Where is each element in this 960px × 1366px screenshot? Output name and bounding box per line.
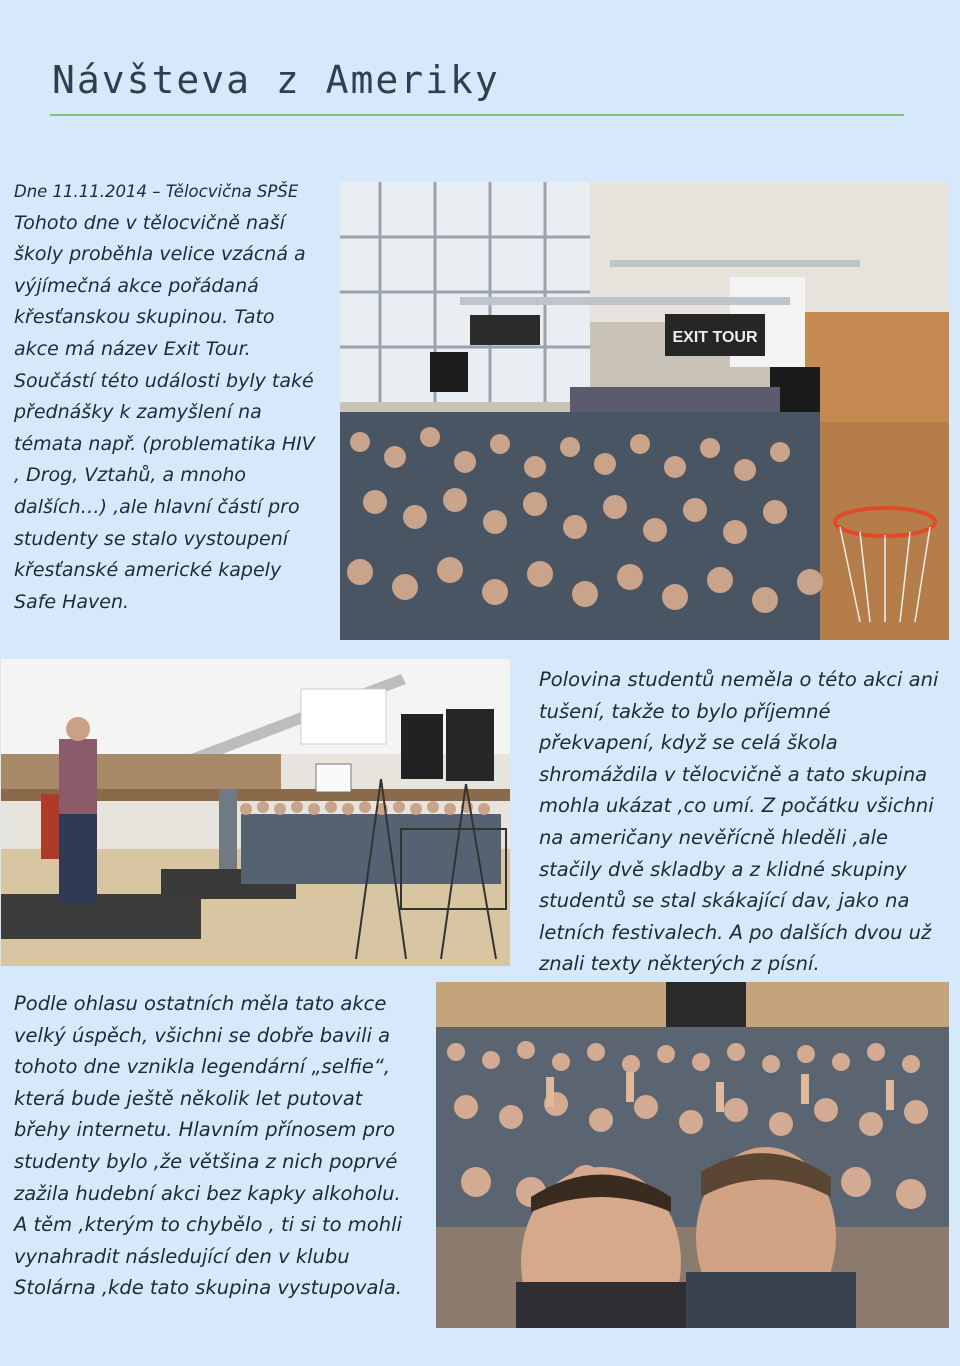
conclusion-paragraph: Podle ohlasu ostatních měla tato akce velký úspěch, všichni se dobře bavili a tohoto dne vznikla legendární „selfie“, která bude ještě několik let putovat břehy internetu. Hlavním přínosem pro studenty bylo ,že většina z nich poprvé zažila hudební akci bez kapky alkoholu. A těm ,kterým to chybělo , ti si to mohli vynahradit následující den v klubu Stolárna ,kde tato skupina vystupovala. [14,992,403,1300]
concert-crowd-photo [340,182,949,640]
banner-text: EXIT TOUR [672,329,758,346]
page-title: Návšteva z Ameriky [52,58,500,102]
band-stage-photo [1,659,510,966]
reaction-paragraph: Polovina studentů neměla o této akci ani tušení, takže to bylo příjemné překvapení, když se celá škola shromáždila v tělocvičně a tato skupina mohla ukázat ,co umí. Z počátku všichni na američany nevěřícně hleděli ,ale stačily dvě skladby a z klidné skupiny studentů se stal skákající dav, jako na letních festivalech. A po dalších dvou už znali texty některých z písní. [539,668,939,976]
dateline: Dne 11.11.2014 – Tělocvična SPŠE [14,182,299,201]
title-divider [50,114,904,116]
selfie-crowd-photo [436,982,949,1328]
intro-paragraph [14,176,324,618]
intro-body: Tohoto dne v tělocvičně naší školy proběhla velice vzácná a výjímečná akce pořádaná křesťanskou skupinou. Tato akce má název Exit Tour. Součástí této události byly také přednášky k zamyšlení na témata např. (problematika HIV , Drog, Vztahů, a mnoho dalších…) ,ale hlavní částí pro studenty se stalo vystoupení křesťanské americké kapely Safe Haven. [14,211,315,613]
